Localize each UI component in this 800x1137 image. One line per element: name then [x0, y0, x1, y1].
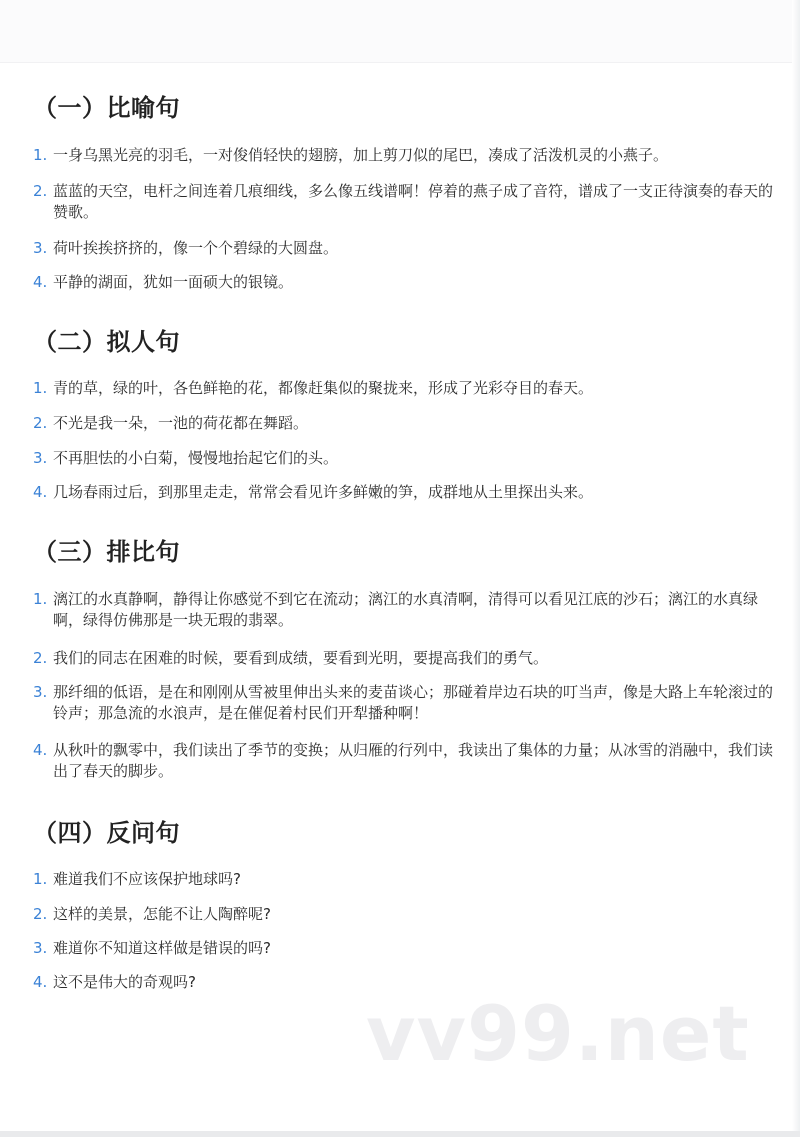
list-item-text: 这不是伟大的奇观吗?: [53, 973, 196, 991]
list-item: [33, 448, 778, 469]
section-title: （四）反问句: [33, 819, 180, 847]
list-item-text: 那纤细的低语，是在和刚刚从雪被里伸出头来的麦苗谈心；那碰着岸边石块的叮当声，像是大路上车轮滚过的铃声；那急流的水浪声，是在催促着村民们开犁播种啊！: [53, 683, 774, 722]
list-item-text: 不光是我一朵，一池的荷花都在舞蹈。: [53, 414, 309, 432]
list-number: 4.: [33, 741, 48, 759]
section-title: （一）比喻句: [33, 94, 180, 122]
list-item-text: 难道我们不应该保护地球吗?: [53, 870, 241, 888]
list-item-text: 从秋叶的飘零中，我们读出了季节的变换；从归雁的行列中，我读出了集体的力量；从冰雪的消融中，我们读出了春天的脚步。: [53, 741, 774, 780]
list-number: 3.: [33, 939, 48, 957]
list-number: 4.: [33, 483, 48, 501]
list-item: [33, 589, 778, 631]
list-number: 3.: [33, 239, 48, 257]
list-number: 3.: [33, 683, 48, 701]
list-item: [33, 648, 778, 669]
list-number: 1.: [33, 146, 48, 164]
section-title: （三）排比句: [33, 538, 180, 566]
list-item-text: 这样的美景，怎能不让人陶醉呢?: [53, 905, 271, 923]
page-bottom-edge: [0, 1131, 800, 1137]
list-item-text: 荷叶挨挨挤挤的，像一个个碧绿的大圆盘。: [53, 239, 339, 257]
list-item: [33, 938, 778, 959]
list-item: [33, 869, 778, 890]
page-edge-shadow: [792, 0, 800, 1137]
list-item-text: 蓝蓝的天空，电杆之间连着几痕细线，多么像五线谱啊！停着的燕子成了音符，谱成了一支正待演奏的春天的赞歌。: [53, 182, 774, 221]
list-number: 1.: [33, 870, 48, 888]
list-number: 4.: [33, 273, 48, 291]
list-item: [33, 904, 778, 925]
list-item: [33, 682, 778, 724]
list-item-text: 难道你不知道这样做是错误的吗?: [53, 939, 271, 957]
section-title: （二）拟人句: [33, 328, 180, 356]
page-header-band: [0, 0, 800, 63]
list-number: 2.: [33, 905, 48, 923]
list-number: 1.: [33, 590, 48, 608]
list-item-text: 平静的湖面，犹如一面硕大的银镜。: [53, 273, 294, 291]
list-number: 2.: [33, 414, 48, 432]
list-number: 4.: [33, 973, 48, 991]
list-number: 2.: [33, 182, 48, 200]
list-item-text: 一身乌黑光亮的羽毛，一对俊俏轻快的翅膀，加上剪刀似的尾巴，凑成了活泼机灵的小燕子。: [53, 146, 669, 164]
list-item: [33, 378, 778, 399]
list-item-text: 我们的同志在困难的时候，要看到成绩，要看到光明，要提高我们的勇气。: [53, 649, 549, 667]
list-item: [33, 238, 778, 259]
list-item: [33, 482, 778, 503]
list-number: 3.: [33, 449, 48, 467]
list-item: [33, 413, 778, 434]
list-item-text: 青的草，绿的叶，各色鲜艳的花，都像赶集似的聚拢来，形成了光彩夺目的春天。: [53, 379, 594, 397]
list-item-text: 几场春雨过后，到那里走走，常常会看见许多鲜嫩的笋，成群地从土里探出头来。: [53, 483, 594, 501]
list-number: 2.: [33, 649, 48, 667]
list-number: 1.: [33, 379, 48, 397]
list-item-text: 不再胆怯的小白菊，慢慢地抬起它们的头。: [53, 449, 339, 467]
list-item: [33, 272, 778, 293]
list-item: [33, 145, 778, 166]
watermark: vv99.net: [366, 989, 750, 1078]
list-item: [33, 181, 778, 223]
list-item-text: 漓江的水真静啊，静得让你感觉不到它在流动；漓江的水真清啊，清得可以看见江底的沙石；漓江的水真绿啊，绿得仿佛那是一块无瑕的翡翠。: [53, 590, 759, 629]
list-item: [33, 740, 778, 782]
